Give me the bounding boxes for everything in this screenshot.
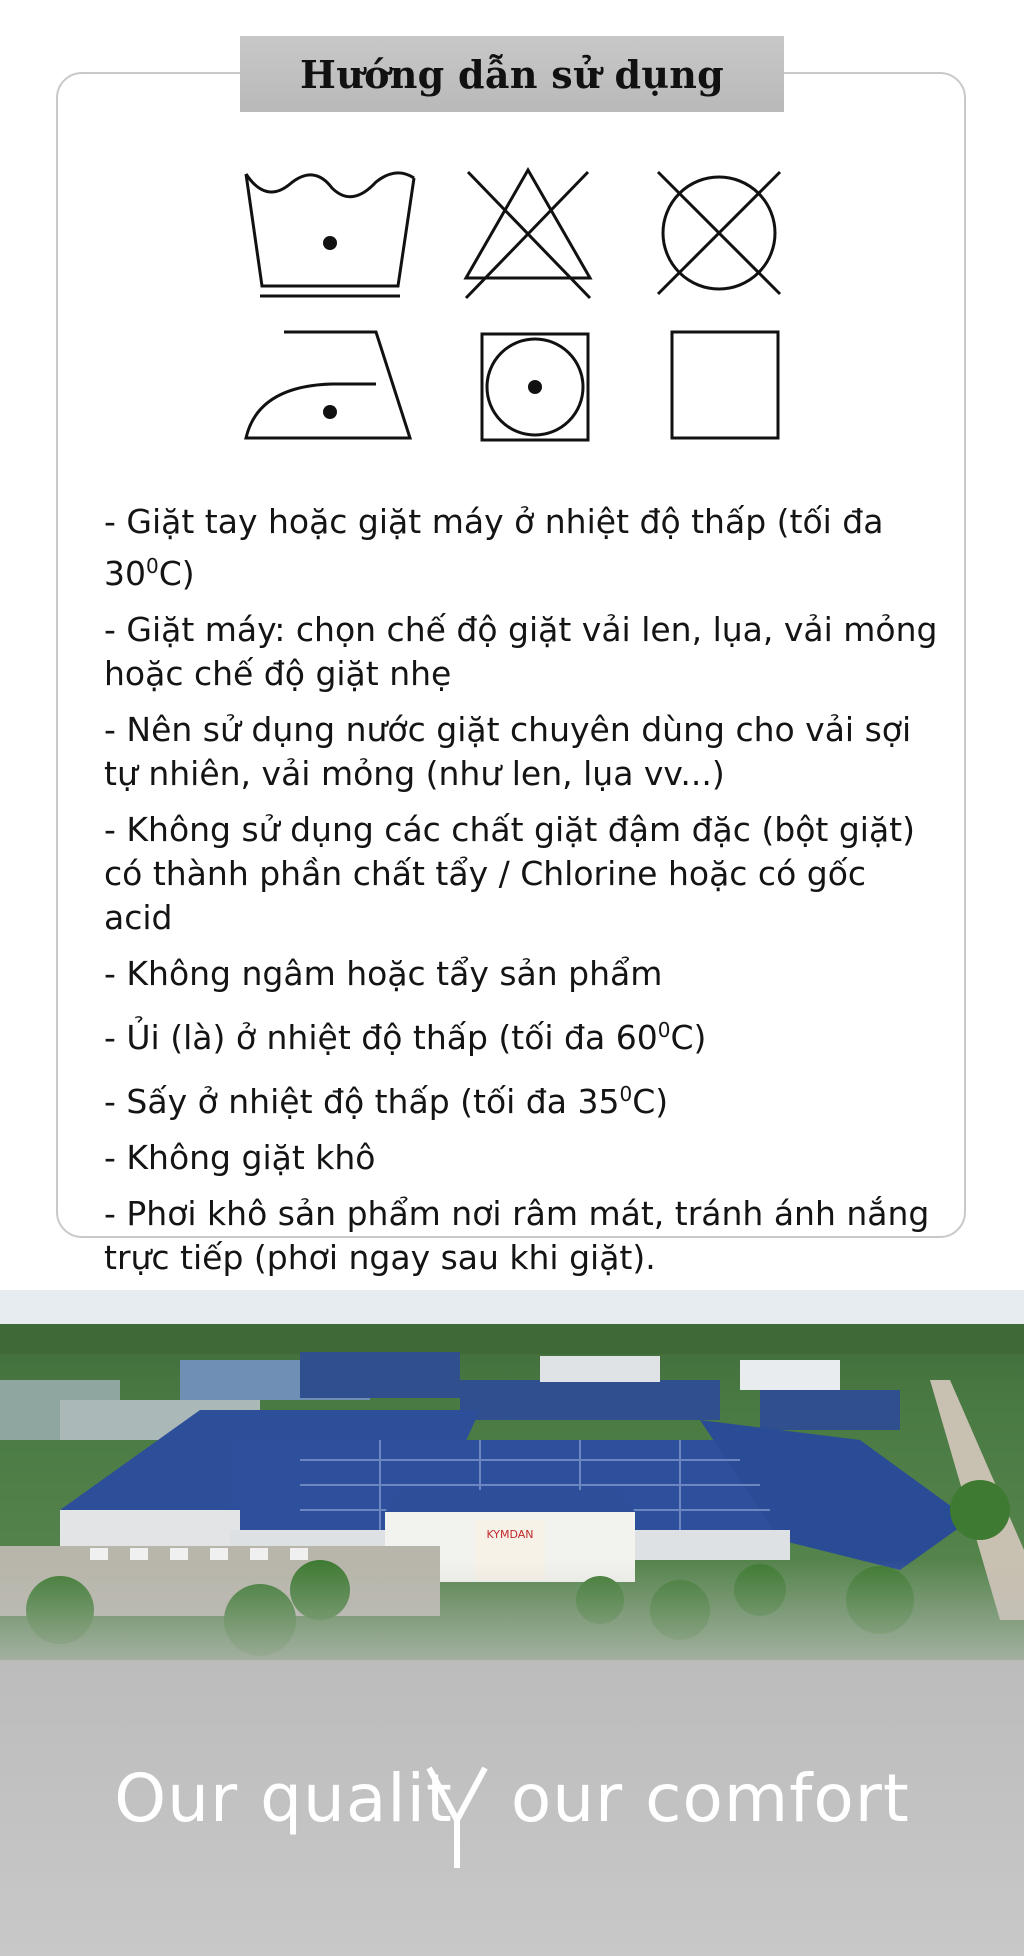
instruction-item: [104, 1072, 944, 1124]
iron-low-heat-icon: [242, 326, 418, 444]
superscript: 0: [146, 554, 159, 578]
tumble-dry-low-icon: [478, 330, 592, 444]
instruction-text: - Ủi (là) ở nhiệt độ thấp (tối đa 60: [104, 1018, 658, 1057]
factory-sign: KYMDAN: [486, 1528, 534, 1541]
instruction-text: - Sấy ở nhiệt độ thấp (tối đa 35: [104, 1082, 620, 1121]
instruction-item: [104, 1136, 944, 1180]
page-title: [240, 36, 784, 112]
instruction-item: [104, 1008, 944, 1060]
instruction-text: - Không ngâm hoặc tẩy sản phẩm: [104, 954, 663, 993]
instruction-item: [104, 1192, 944, 1280]
instruction-text: - Nên sử dụng nước giặt chuyên dùng cho vải sợi tự nhiên, vải mỏng (như len, lụa vv...): [104, 710, 912, 793]
do-not-bleach-icon: [460, 164, 596, 304]
instruction-item: [104, 500, 944, 596]
instruction-text: - Phơi khô sản phẩm nơi râm mát, tránh ánh nắng trực tiếp (phơi ngay sau khi giặt).: [104, 1194, 930, 1277]
instruction-text-end: C): [632, 1082, 669, 1121]
line-dry-icon: [668, 328, 782, 442]
instruction-list: [104, 500, 944, 1292]
slogan-left: Our qualit: [114, 1760, 453, 1837]
do-not-dry-clean-icon: [652, 166, 786, 300]
instruction-item: [104, 808, 944, 940]
superscript: 0: [619, 1082, 633, 1106]
slogan-y-logo: [425, 1764, 489, 1872]
instruction-item: [104, 608, 944, 696]
instruction-text: - Giặt máy: chọn chế độ giặt vải len, lụa, vải mỏng hoặc chế độ giặt nhẹ: [104, 610, 938, 693]
page-title-text: Hướng dẫn sử dụng: [299, 51, 725, 97]
instruction-text-end: C): [670, 1018, 707, 1057]
superscript: 0: [657, 1018, 671, 1042]
instruction-text-end: C): [158, 554, 195, 593]
hand-wash-30-icon: [240, 168, 420, 298]
slogan-right: our comfort: [510, 1760, 910, 1837]
instruction-text: - Giặt tay hoặc giặt máy ở nhiệt độ thấp (tối đa 30: [104, 502, 884, 593]
instruction-item: [104, 952, 944, 996]
instruction-item: [104, 708, 944, 796]
slogan: [0, 1760, 1024, 1837]
instruction-text: - Không sử dụng các chất giặt đậm đặc (bột giặt) có thành phần chất tẩy / Chlorine hoặc có gốc acid: [104, 810, 915, 937]
instruction-text: - Không giặt khô: [104, 1138, 376, 1177]
